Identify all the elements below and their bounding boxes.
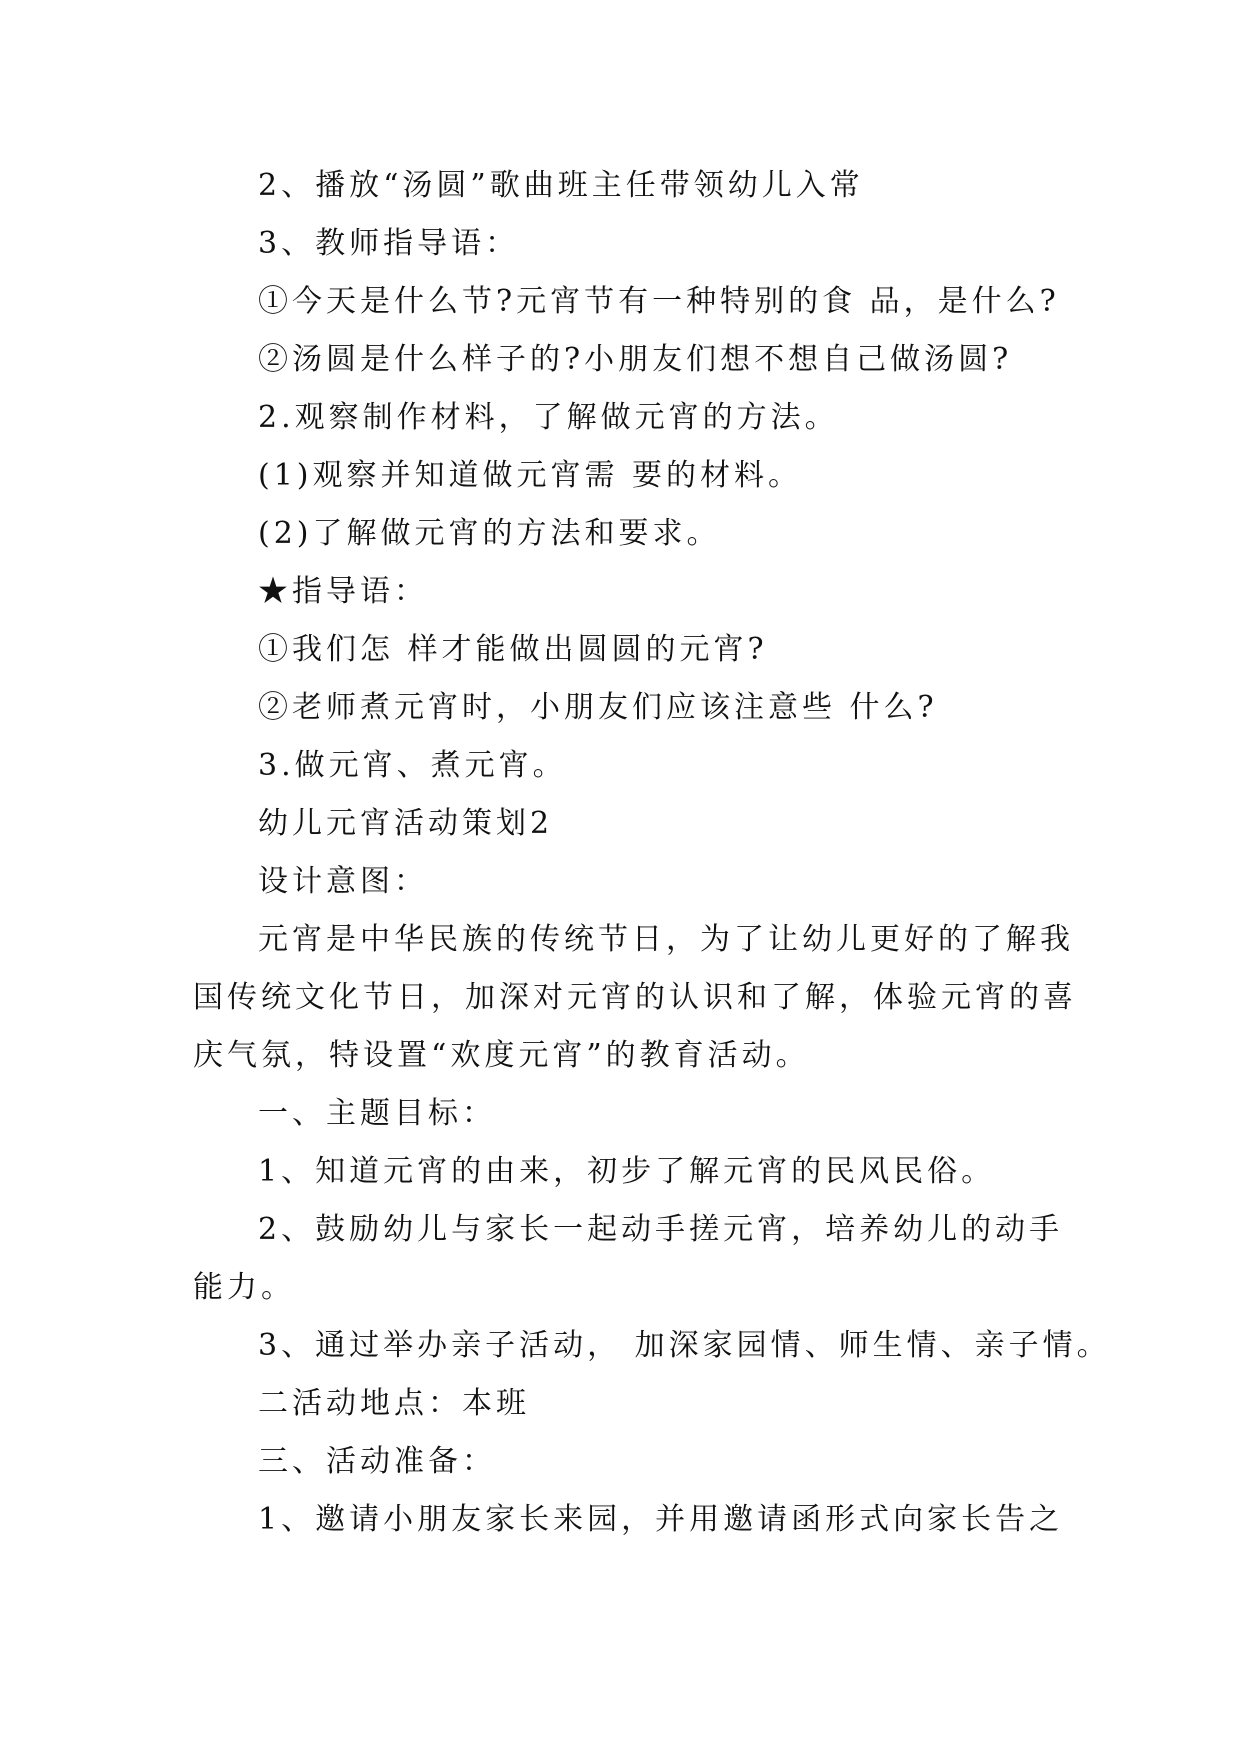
text-line: 设计意图： [258, 864, 428, 899]
text-line: 元宵是中华民族的传统节日，为了让幼儿更好的了解我 [258, 922, 1074, 957]
text-line: 3、通过举办亲子活动， 加深家园情、师生情、亲子情。 [258, 1328, 1111, 1363]
text-line: 3.做元宵、煮元宵。 [258, 748, 567, 783]
text-line: 二活动地点：本班 [258, 1386, 530, 1421]
text-line: 2.观察制作材料，了解做元宵的方法。 [258, 400, 839, 435]
text-line: 3、教师指导语： [258, 226, 520, 261]
text-line: 2、鼓励幼儿与家长一起动手搓元宵，培养幼儿的动手 [258, 1212, 1064, 1247]
text-line: ①今天是什么节?元宵节有一种特别的食 品，是什么? [258, 284, 1060, 319]
text-line: 2、播放“汤圆”歌曲班主任带领幼儿入常 [258, 168, 864, 203]
text-line: ①我们怎 样才能做出圆圆的元宵? [258, 632, 768, 667]
section-heading: 幼儿元宵活动策划2 [258, 806, 554, 841]
text-line: ★指导语： [258, 574, 428, 609]
text-line: 庆气氛，特设置“欢度元宵”的教育活动。 [193, 1038, 810, 1073]
text-line: 能力。 [193, 1270, 295, 1305]
text-line: 国传统文化节日，加深对元宵的认识和了解，体验元宵的喜 [193, 980, 1077, 1015]
text-line: (2)了解做元宵的方法和要求。 [258, 516, 721, 551]
text-line: 三、活动准备： [258, 1444, 496, 1479]
text-line: ②汤圆是什么样子的?小朋友们想不想自己做汤圆? [258, 342, 1013, 377]
text-line: (1)观察并知道做元宵需 要的材料。 [258, 458, 803, 493]
text-line: 1、知道元宵的由来，初步了解元宵的民风民俗。 [258, 1154, 996, 1189]
text-line: 1、邀请小朋友家长来园，并用邀请函形式向家长告之 [258, 1502, 1064, 1537]
text-line: 一、主题目标： [258, 1096, 496, 1131]
text-line: ②老师煮元宵时，小朋友们应该注意些 什么? [258, 690, 938, 725]
